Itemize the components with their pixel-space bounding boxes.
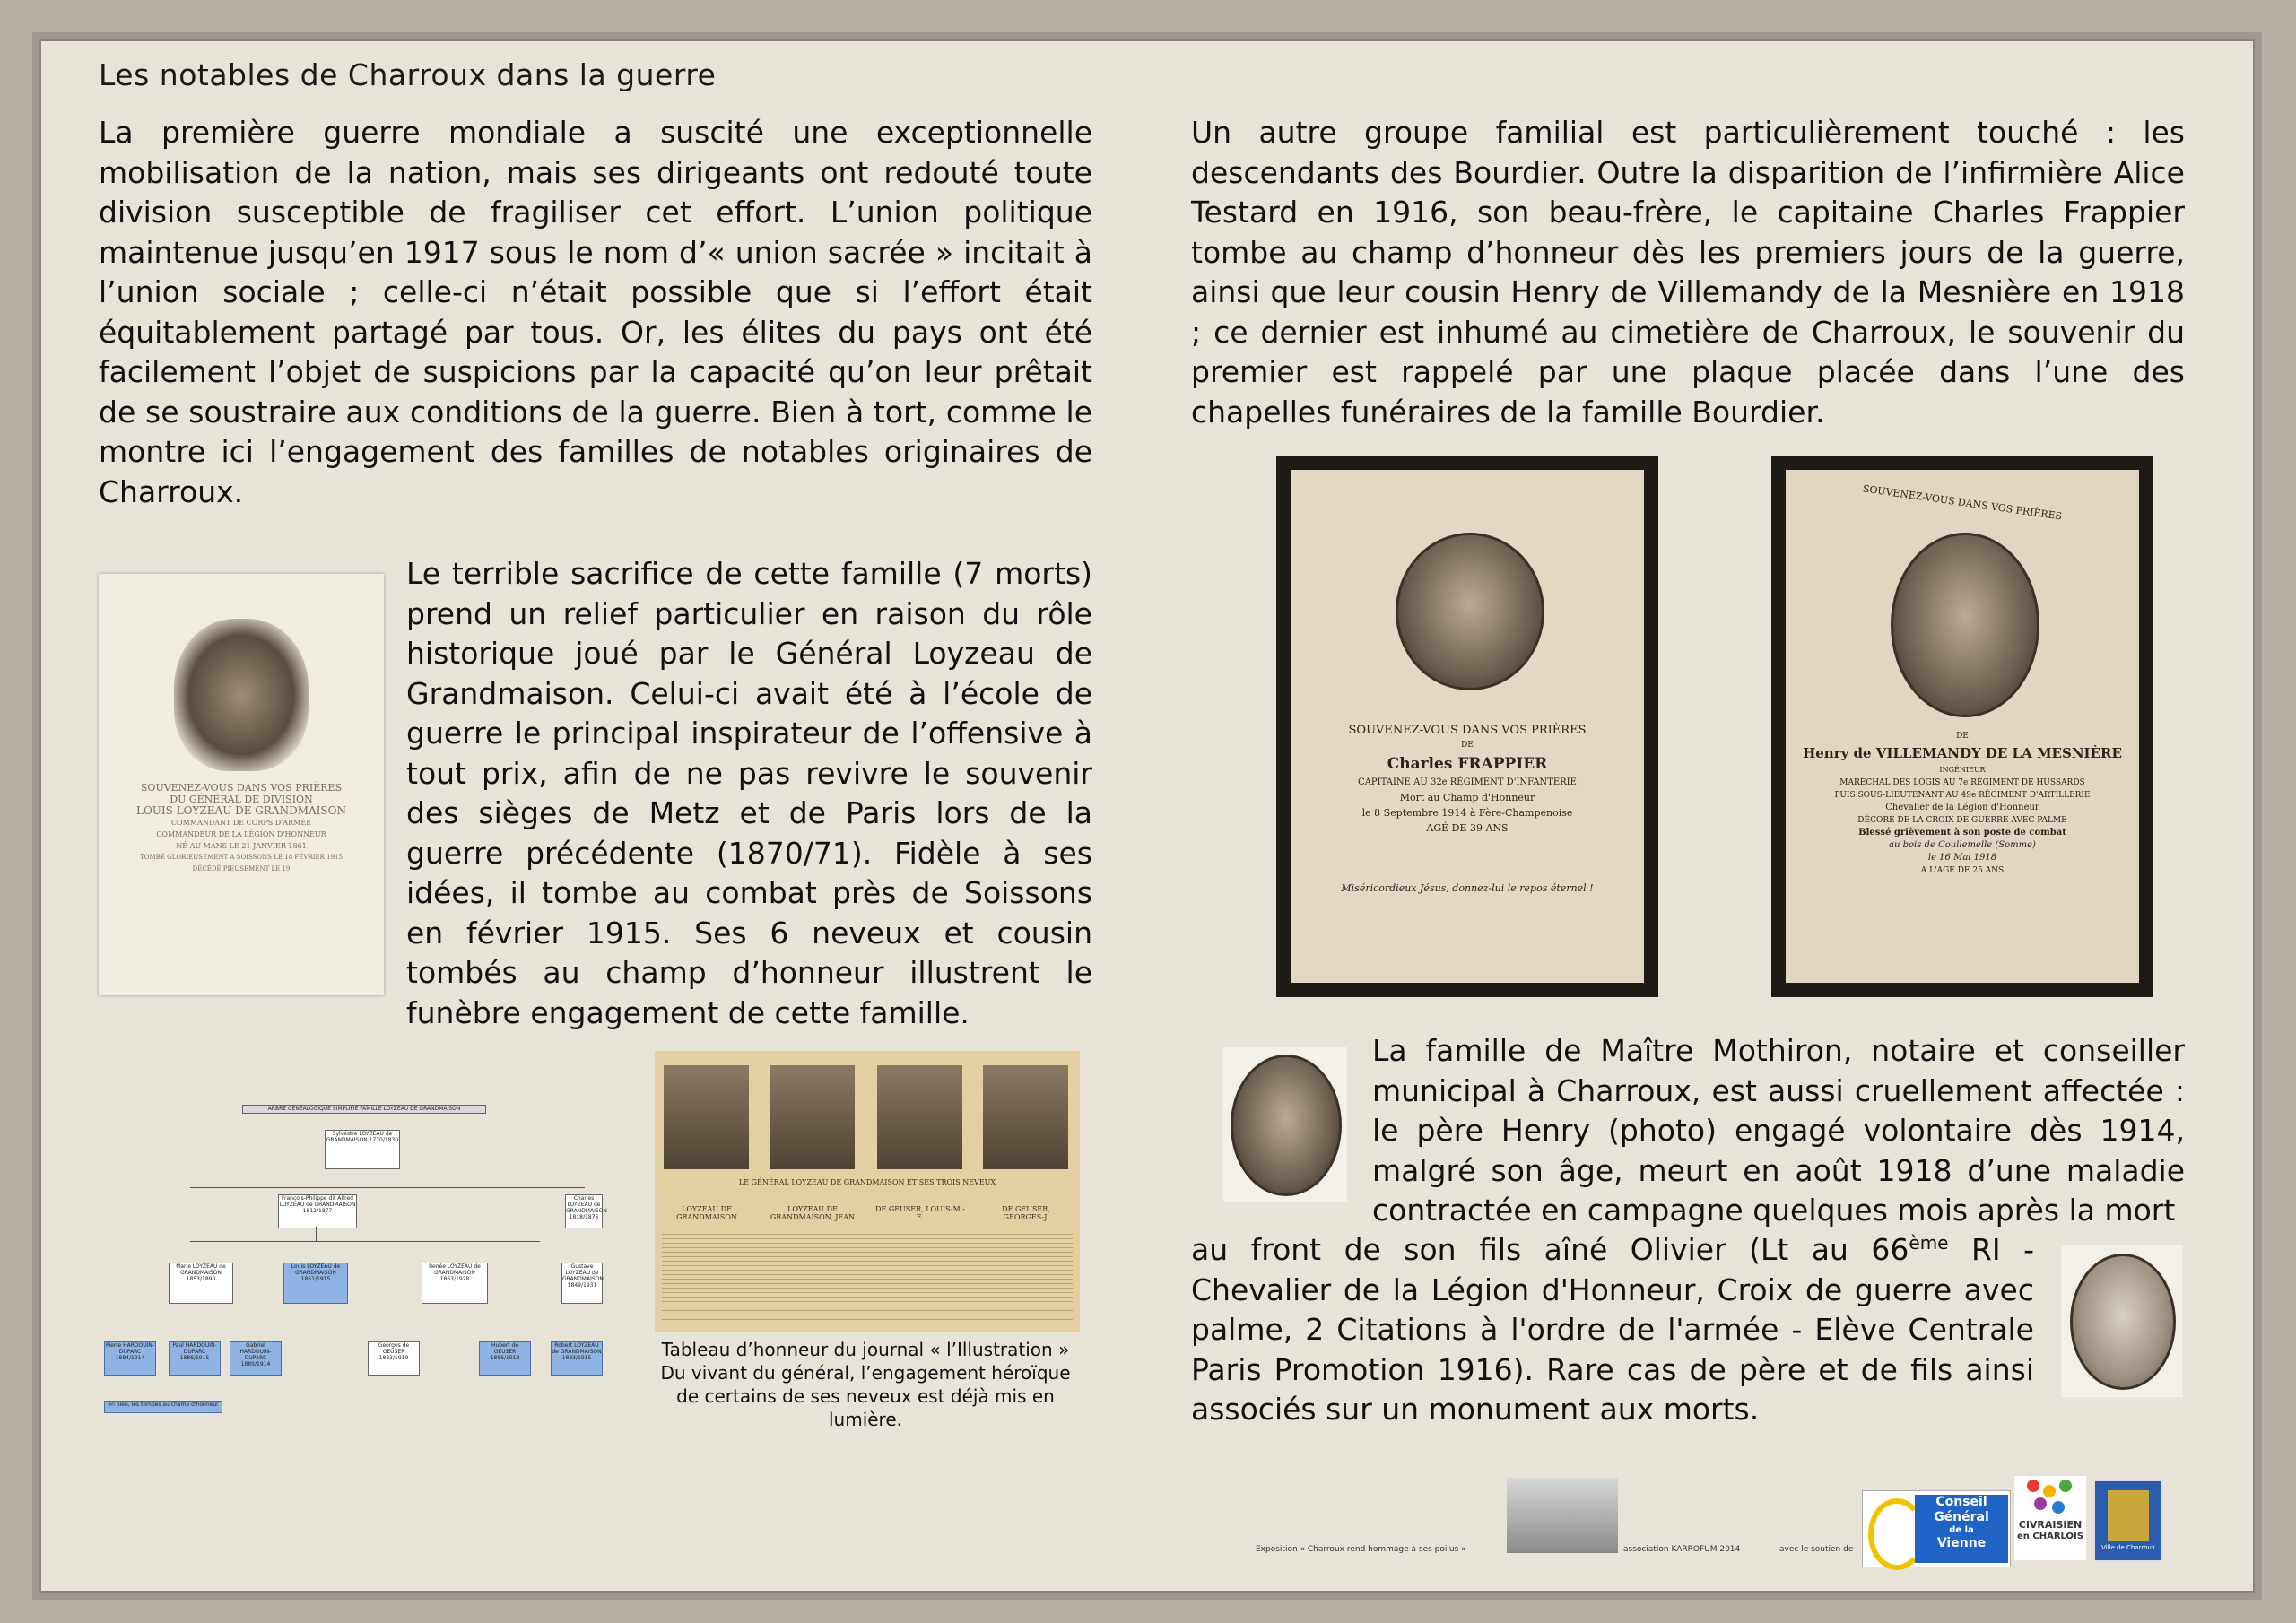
- genealogy-tree: [99, 1105, 607, 1419]
- tree-gen4-gabriel: Gabriel HARDOUIN-DUPARC 1889/1914: [230, 1341, 282, 1376]
- frappier-card-frame: [1276, 456, 1658, 997]
- olivier-mothiron-photo: [2061, 1245, 2183, 1397]
- footer-abbey-photo: [1507, 1478, 1618, 1553]
- clipping-col-3: DE GEUSER, LOUIS-M.-E.: [875, 1205, 965, 1221]
- tree-gen3-gustave: Gustave LOYZEAU de GRANDMAISON 1849/1931: [561, 1263, 603, 1304]
- henry-mothiron-photo: [1223, 1047, 1347, 1202]
- footer-support: avec le soutien de: [1779, 1545, 1854, 1554]
- bourdier-paragraph: Un autre groupe familial est particulièrement touché : les descendants des Bourdier. Outre la disparition de l’infirmière Alice Testard en 1916, son beau-frère, le capitaine Charles Frappier tombe au champ d’honneur dès les premiers jours de la guerre, ainsi que leur cousin Henry de Villemandy de la Mesnière en 1918 ; ce dernier est inhumé au cimetière de Charroux, le souvenir du premier est rappelé par une plaque placée dans l’une des chapelles funéraires de la famille Bourdier.: [1191, 115, 2185, 430]
- superscript-ordinal: ème: [1909, 1232, 1949, 1254]
- clipping-photo-4: [983, 1065, 1068, 1169]
- loyzeau-memorial-card: SOUVENEZ-VOUS DANS VOS PRIÈRES DU GÉNÉRAL DE DIVISION LOUIS LOYZEAU DE GRANDMAISON COMMANDANT DE CORPS D'ARMÉE COMMANDEUR DE LA LÉGION D'HONNEUR NÉ AU MANS LE 21 JANVIER 1861 TOMBÉ GLORIEUSEMENT A SOISSONS LE 18 FÉVRIER 1915 DÉCÉDÉ PIEUSEMENT LE 19: [99, 574, 384, 995]
- tree-gen4-paul: Paul HARDOUIN-DUPARC 1886/1915: [169, 1341, 221, 1376]
- clipping-col-4: DE GEUSER, GEORGES-J.: [1002, 1205, 1050, 1221]
- clipping-photo-1: [664, 1065, 749, 1169]
- villemandy-memorial-card: SOUVENEZ-VOUS DANS VOS PRIÈRES DE Henry de VILLEMANDY DE LA MESNIÈRE INGÉNIEUR MARÉCHAL DES LOGIS AU 7e RÉGIMENT DE HUSSARDS PUIS SOUS-LIEUTENANT AU 49e RÉGIMENT D'ARTILLERIE Chevalier de la Légion d'Honneur DÉCORÉ DE LA CROIX DE GUERRE AVEC PALME Blessé grièvement à son poste de combat au bois de Coullemelle (Somme) le 16 Mai 1918 A L'AGE DE 25 ANS: [1786, 470, 2139, 983]
- illustration-clipping: [655, 1051, 1080, 1332]
- illustration-caption: Tableau d’honneur du journal « l’Illustration » Du vivant du général, l’engagement héroïque de certains de ses neveux est déjà mis en lumière.: [660, 1339, 1071, 1430]
- page-title: Les notables de Charroux dans la guerre: [99, 57, 717, 92]
- tree-legend: en bleu, les tombés au champ d'honneur: [104, 1401, 222, 1413]
- logo-conseil-general: Conseil Général de la Vienne: [1862, 1490, 2011, 1567]
- clipping-header: LE GÉNÉRAL LOYZEAU DE GRANDMAISON ET SES TROIS NEVEUX: [738, 1178, 996, 1186]
- clipping-col-1: LOYZEAU DE GRANDMAISON: [676, 1205, 737, 1221]
- villemandy-portrait: [1891, 533, 2039, 717]
- tree-gen4-robert: Robert LOYZEAU de GRANDMAISON 1883/1915: [551, 1341, 603, 1376]
- tree-gen2-charles: Charles LOYZEAU de GRANDMAISON 1818/1875: [565, 1194, 603, 1228]
- general-portrait: [174, 619, 309, 771]
- mothiron-paragraph-bottom: au front de son fils aîné Olivier (Lt au 66ème RI - Chevalier de la Légion d'Honneur, Croix de guerre avec palme, 2 Citations à l'ordre de l'armée - Elève Centrale Paris Promotion 1916). Rare cas de père et de fils ainsi associés sur un monument aux morts.: [1191, 1232, 2034, 1427]
- tree-header: ARBRE GÉNÉALOGIQUE SIMPLIFIÉ FAMILLE LOYZEAU DE GRANDMAISON: [242, 1105, 486, 1114]
- olivier-mothiron-portrait: [2070, 1254, 2176, 1390]
- intro-paragraph: La première guerre mondiale a suscité une exceptionnelle mobilisation de la nation, mais ses dirigeants ont redouté toute division susceptible de fragiliser cet effort. L’union politique maintenue jusqu’en 1917 sous le nom d’« union sacrée » incitait à l’union sociale ; celle-ci n’était possible que si l’effort était équitablement partagé par tous. Or, les élites du pays ont été facilement l’objet de suspicions par la capacité qu’on leur prêtait de se soustraire aux conditions de la guerre. Bien à tort, comme le montre ici l’engagement des familles de notables originaires de Charroux.: [99, 115, 1092, 509]
- frappier-portrait: [1396, 533, 1544, 690]
- logo-ville-charroux: Ville de Charroux: [2093, 1480, 2163, 1562]
- mothiron-paragraph-top: La famille de Maître Mothiron, notaire et conseiller municipal à Charroux, est aussi cruellement affectée : le père Henry (photo) engagé volontaire dès 1914, malgré son âge, meurt en août 1918 d’une maladie contractée en campagne quelques mois après la mort: [1372, 1033, 2185, 1228]
- footer-assoc: association KARROFUM 2014: [1623, 1545, 1741, 1554]
- footer-expo: Exposition « Charroux rend hommage à ses poilus »: [1256, 1545, 1466, 1554]
- clipping-col-2: LOYZEAU DE GRANDMAISON, JEAN: [770, 1205, 856, 1221]
- tree-gen3-louis: Louis LOYZEAU de GRANDMAISON 1861/1915: [283, 1263, 348, 1304]
- tree-gen2-alfred: François-Philippe dit Alfred LOYZEAU de GRANDMAISON 1812/1877: [278, 1194, 357, 1228]
- tree-gen4-pierre: Pierre HARDOUIN-DUPARC 1884/1914: [104, 1341, 156, 1376]
- tree-gen4-hubert: Hubert de GEUSER 1886/1918: [479, 1341, 531, 1376]
- clipping-photo-2: [770, 1065, 855, 1169]
- frappier-memorial-card: SOUVENEZ-VOUS DANS VOS PRIÈRES DE Charles FRAPPIER CAPITAINE AU 32e RÉGIMENT D'INFANTERIE Mort au Champ d'Honneur le 8 Septembre 1914 à Fère-Champenoise AGÉ DE 39 ANS Miséricordieux Jésus, donnez-lui le repos éternel !: [1291, 470, 1644, 983]
- tree-gen3-renee: Renée LOYZEAU de GRANDMAISON 1863/1928: [422, 1263, 488, 1304]
- logo-civraisien: CIVRAISIEN en CHARLOIS: [2014, 1476, 2086, 1560]
- tree-root: Sylvestre LOYZEAU de GRANDMAISON 1770/1830: [325, 1130, 400, 1169]
- loyzeau-paragraph: Le terrible sacrifice de cette famille (7 morts) prend un relief particulier en raison du rôle historique joué par le Général Loyzeau de Grandmaison. Celui-ci avait été à l’école de guerre le principal inspirateur de l’offensive à tout prix, afin de ne pas revivre le souvenir des sièges de Metz et de Paris lors de la guerre précédente (1870/71). Fidèle à ses idées, il tombe au combat près de Soissons en février 1915. Ses 6 neveux et cousin tombés au champ d’honneur illustrent le funèbre engagement de cette famille.: [406, 556, 1092, 1030]
- tree-gen4-georges: Georges de GEUSER 1883/1919: [368, 1341, 420, 1376]
- clipping-text-columns: [662, 1230, 1073, 1325]
- tree-gen3-marie: Marie LOYZEAU de GRANDMAISON 1853/1890: [169, 1263, 233, 1304]
- villemandy-card-frame: [1771, 456, 2153, 997]
- henry-mothiron-portrait: [1231, 1055, 1342, 1196]
- clipping-photo-3: [877, 1065, 962, 1169]
